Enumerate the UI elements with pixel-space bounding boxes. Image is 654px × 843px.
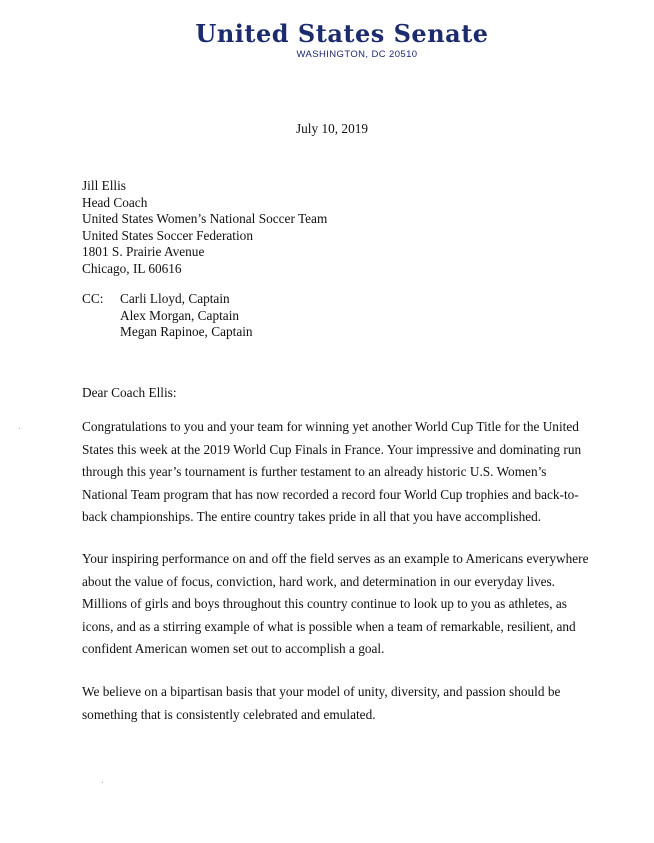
recipient-name: Jill Ellis	[82, 178, 126, 193]
senate-address: WASHINGTON, DC 20510	[296, 49, 418, 60]
letter-date: July 10, 2019	[295, 121, 369, 136]
cc-label: CC:	[82, 291, 104, 306]
salutation: Dear Coach Ellis:	[82, 385, 177, 400]
letterhead	[0, 20, 654, 60]
recipient-team: United States Women’s National Soccer Team	[82, 211, 328, 226]
body-paragraph-3: We believe on a bipartisan basis that your model of unity, diversity, and passion should be something that is consistently celebrated and emulated.	[82, 684, 561, 722]
body-paragraph-1: Congratulations to you and your team for winning yet another World Cup Title for the United States this week at the 2019 World Cup Finals in France. Your impressive and dominating run through this year’s tournament is further testament to an already historic U.S. Women’s National Team program that has now recorded a record four World Cup trophies and back-to-back championships. The entire country takes pride in all that you have accomplished.	[82, 419, 582, 524]
body-paragraph-2: Your inspiring performance on and off the field serves as an example to Americans everywhere about the value of focus, conviction, hard work, and determination in our everyday lives. Millions of girls and boys throughout this country continue to look up to you as athletes, as icons, and as a stirring example of what is possible when a team of remarkable, resilient, and confident American women set out to accomplish a goal.	[82, 551, 589, 656]
cc-name: Alex Morgan, Captain	[120, 307, 240, 323]
recipient-street: 1801 S. Prairie Avenue	[82, 244, 205, 259]
recipient-organization: United States Soccer Federation	[82, 227, 253, 243]
cc-name: Carli Lloyd, Captain	[120, 291, 230, 306]
recipient-city: Chicago, IL 60616	[82, 260, 182, 276]
cc-list	[120, 291, 253, 341]
scan-speck: ˎ	[18, 420, 21, 429]
cc-name: Megan Rapinoe, Captain	[120, 324, 253, 339]
scan-speck: ˎ	[101, 774, 104, 783]
senate-title: United States Senate	[195, 19, 489, 48]
recipient-address	[82, 178, 327, 277]
recipient-title: Head Coach	[82, 194, 148, 210]
